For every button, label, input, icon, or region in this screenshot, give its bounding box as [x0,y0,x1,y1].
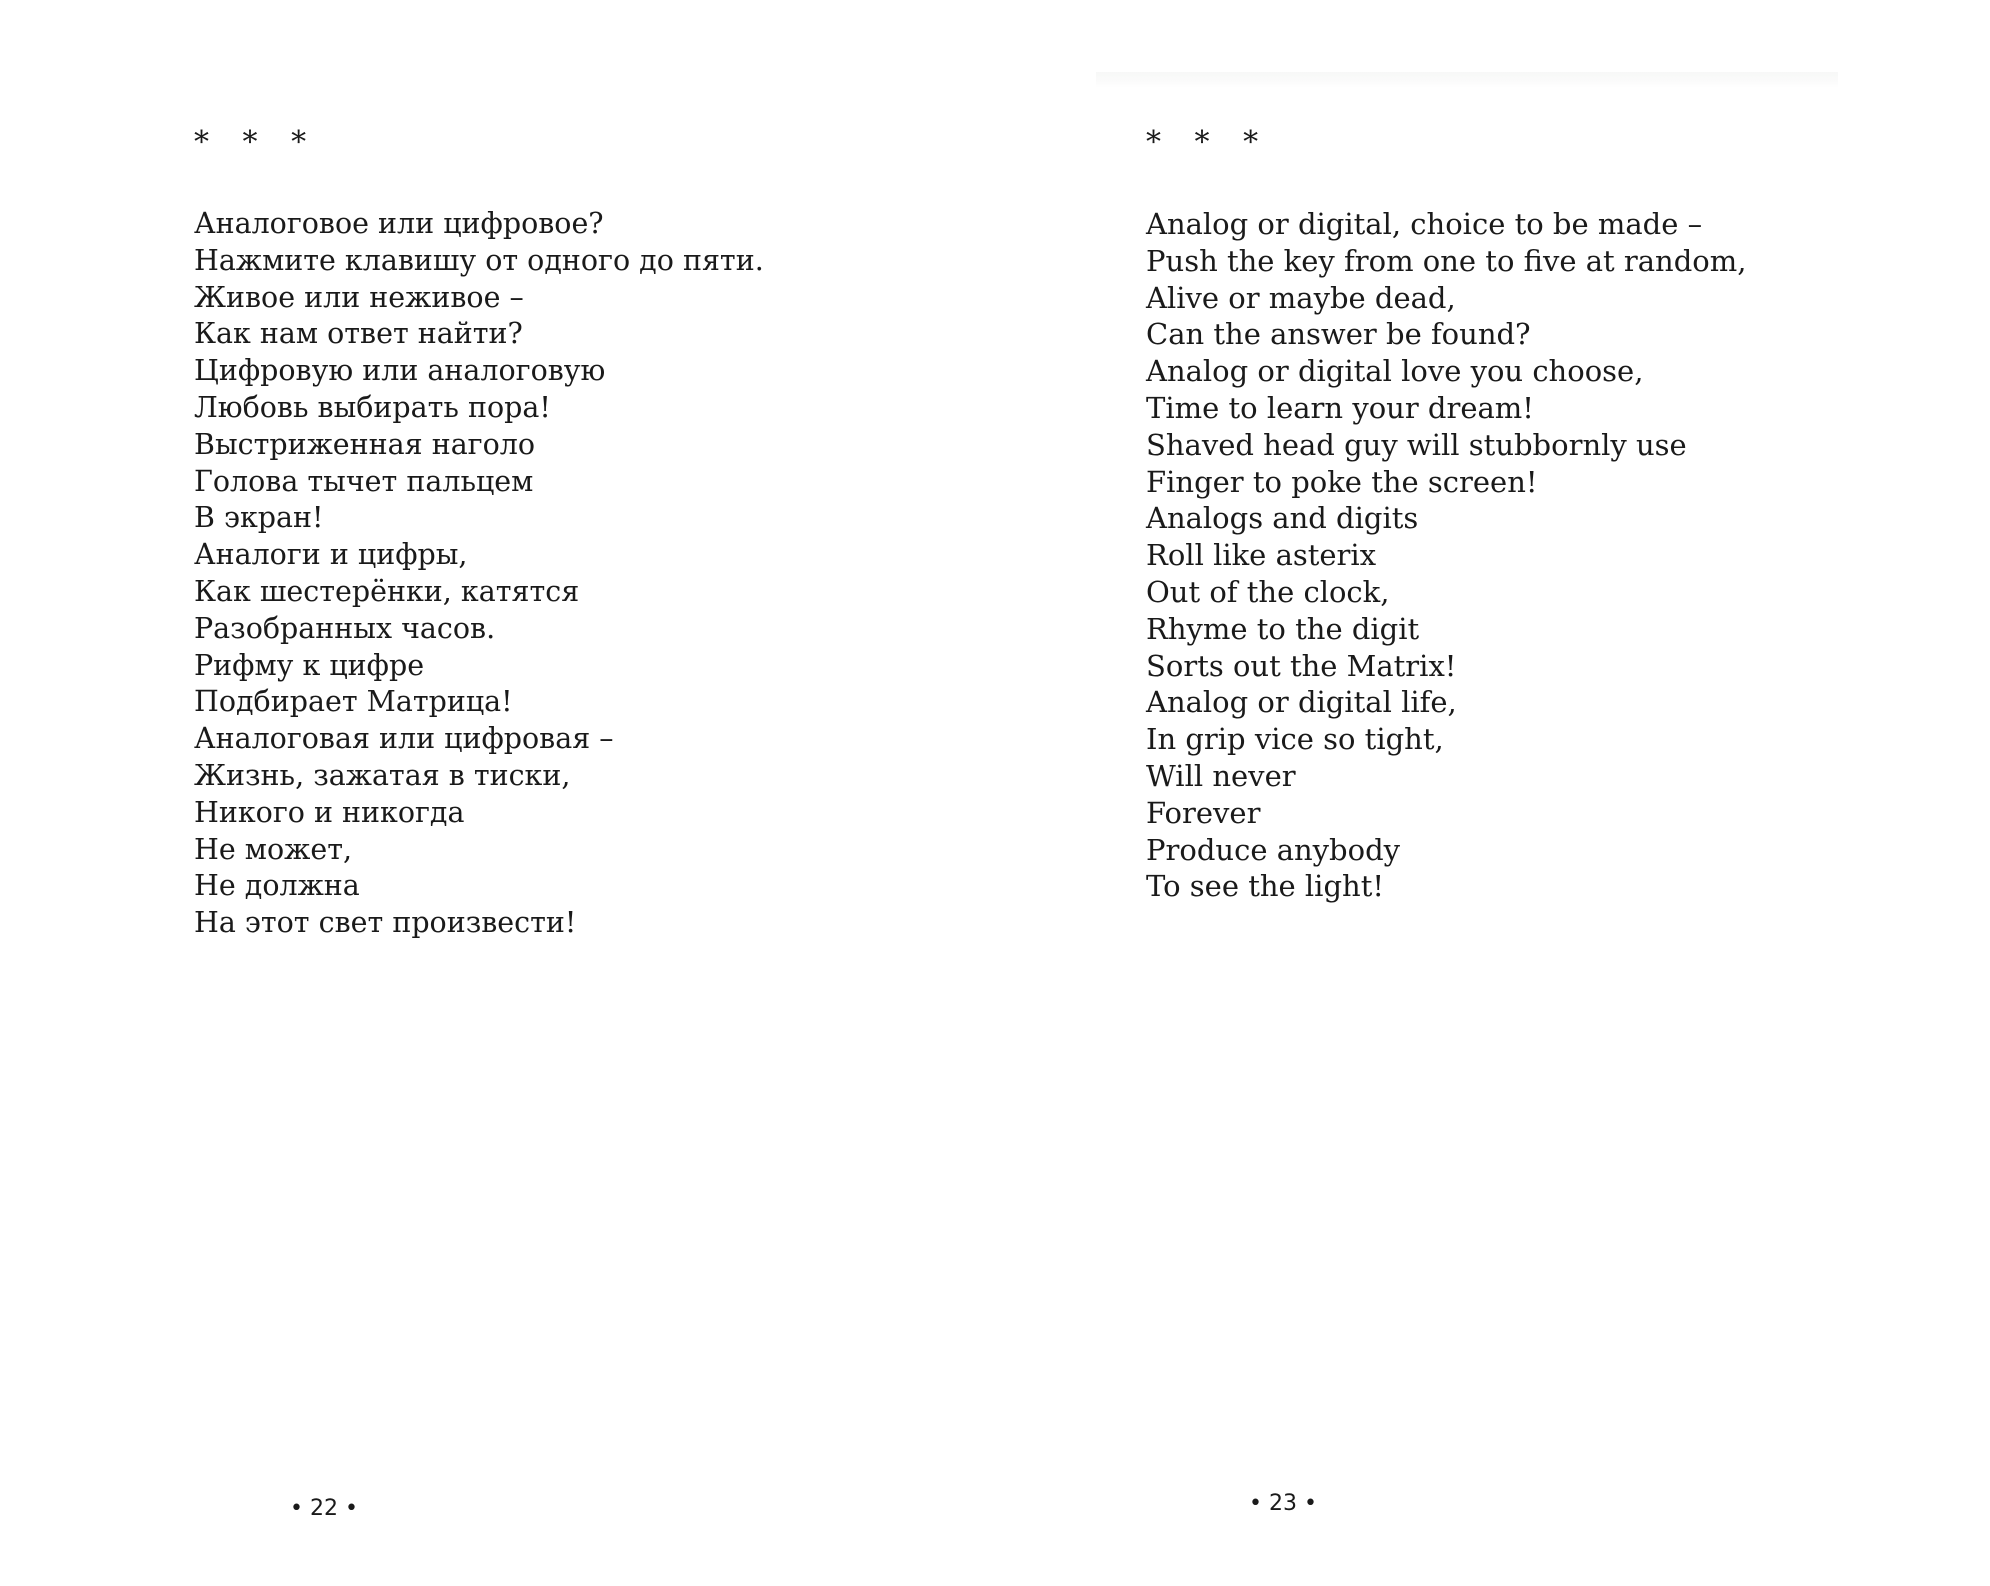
poem-line: Can the answer be found? [1146,317,1531,352]
poem-line: Жизнь, зажатая в тиски, [194,758,571,792]
poem-english [1146,206,1746,905]
right-page [995,0,1990,1586]
poem-line: Analog or digital, choice to be made – [1146,207,1703,241]
poem-line: Любовь выбирать пора! [194,390,551,424]
section-separator: * * * [194,125,319,160]
poem-line: Rhyme to the digit [1146,611,1420,646]
poem-line: Не может, [194,832,353,866]
poem-line: Will never [1146,758,1296,793]
poem-line: Аналоговое или цифровое? [194,207,604,240]
poem-line: Нажмите клавишу от одного до пяти. [194,243,764,277]
poem-line: Не должна [194,869,360,903]
poem-line: Голова тычет пальцем [194,464,534,498]
poem-line: Как шестерёнки, катятся [194,574,580,608]
poem-line: Time to learn your dream! [1146,390,1534,425]
poem-line: Analog or digital love you choose, [1146,354,1644,389]
poem-line: Цифровую или аналоговую [194,354,606,388]
poem-line: Push the key from one to five at random, [1146,243,1747,278]
poem-line: Shaved head guy will stubbornly use [1146,427,1687,462]
poem-line: Produce anybody [1146,832,1401,867]
poem-line: Out of the clock, [1146,574,1390,609]
poem-line: Analog or digital life, [1146,685,1457,720]
poem-line: Roll like asterix [1146,538,1377,573]
poem-line: Подбирает Матрица! [194,685,513,719]
poem-line: На этот свет произвести! [194,906,577,940]
poem-line: Разобранных часов. [194,611,496,645]
poem-line: Analogs and digits [1146,501,1419,536]
page-number: • 22 • [290,1496,358,1521]
poem-line: Рифму к цифре [194,648,425,682]
poem-line: Forever [1146,795,1261,830]
poem-russian [194,206,764,942]
page-number: • 23 • [1249,1491,1317,1516]
poem-line: Никого и никогда [194,795,465,829]
poem-line: Живое или неживое – [194,280,524,314]
poem-line: Аналоговая или цифровая – [194,722,614,756]
poem-line: Finger to poke the screen! [1146,464,1538,499]
section-separator: * * * [1146,125,1271,160]
poem-line: Alive or maybe dead, [1146,280,1456,315]
poem-line: Выстриженная наголо [194,427,536,461]
poem-line: In grip vice so tight, [1146,722,1444,757]
poem-line: В экран! [194,501,324,535]
poem-line: To see the light! [1146,869,1385,904]
poem-line: Sorts out the Matrix! [1146,648,1457,683]
poem-line: Аналоги и цифры, [194,538,468,572]
poem-line: Как нам ответ найти? [194,317,523,351]
